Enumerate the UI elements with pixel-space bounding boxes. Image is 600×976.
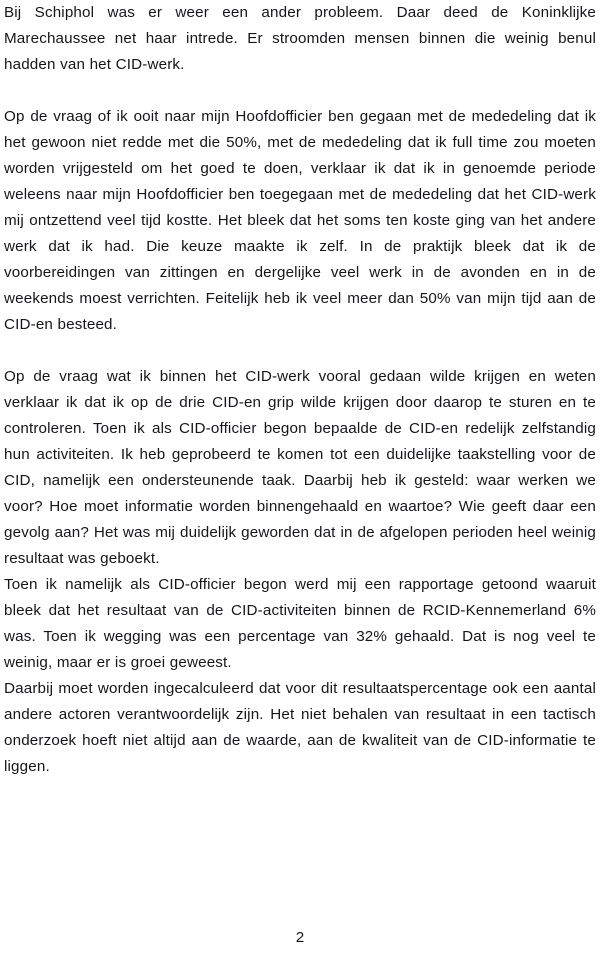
page-number: 2 [295, 929, 305, 946]
paragraph-5: Daarbij moet worden ingecalculeerd dat voor dit resultaatspercentage ook een aantal andere actoren verantwoordelijk zijn. Het niet behalen van resultaat in een tactisch onderzoek hoeft niet altijd aan de waarde, aan de kwaliteit van de CID-informatie te liggen. [4, 680, 596, 775]
document-text-body [4, 0, 596, 780]
paragraph-3: Op de vraag wat ik binnen het CID-werk vooral gedaan wilde krijgen en weten verklaar ik dat ik op de drie CID-en grip wilde krijgen door daarop te sturen en te controleren. Toen ik als CID-officier begon bepaalde de CID-en redelijk zelfstandig hun activiteiten. Ik heb geprobeerd te komen tot een duidelijke taakstelling voor de CID, namelijk een ondersteunende taak. Daarbij heb ik gesteld: waar werken we voor? Hoe moet informatie worden binnengehaald en waartoe? Wie geeft daar een gevolg aan? Het was mij duidelijk geworden dat in de afgelopen perioden heel weinig resultaat was geboekt. [4, 368, 596, 567]
paragraph-4: Toen ik namelijk als CID-officier begon werd mij een rapportage getoond waaruit bleek dat het resultaat van de CID-activiteiten binnen de RCID-Kennemerland 6% was. Toen ik wegging was een percentage van 32% gehaald. Dat is nog veel te weinig, maar er is groei geweest. [4, 576, 596, 671]
paragraph-2: Op de vraag of ik ooit naar mijn Hoofdofficier ben gegaan met de mededeling dat ik het gewoon niet redde met die 50%, met de mededeling dat ik full time zou moeten worden vrijgesteld om het goed te doen, verklaar ik dat ik in genoemde periode weleens naar mijn Hoofdofficier ben toegegaan met de mededeling dat het CID-werk mij ontzettend veel tijd kostte. Het bleek dat het soms ten koste ging van het andere werk dat ik had. Die keuze maakte ik zelf. In de praktijk bleek dat ik de voorbereidingen van zittingen en dergelijke veel werk in de avonden en in de weekends moest verrichten. Feitelijk heb ik veel meer dan 50% van mijn tijd aan de CID-en besteed. [4, 108, 596, 333]
paragraph-1: Bij Schiphol was er weer een ander probleem. Daar deed de Koninklijke Marechaussee net haar intrede. Er stroomden mensen binnen die weinig benul hadden van het CID-werk. [4, 4, 596, 73]
